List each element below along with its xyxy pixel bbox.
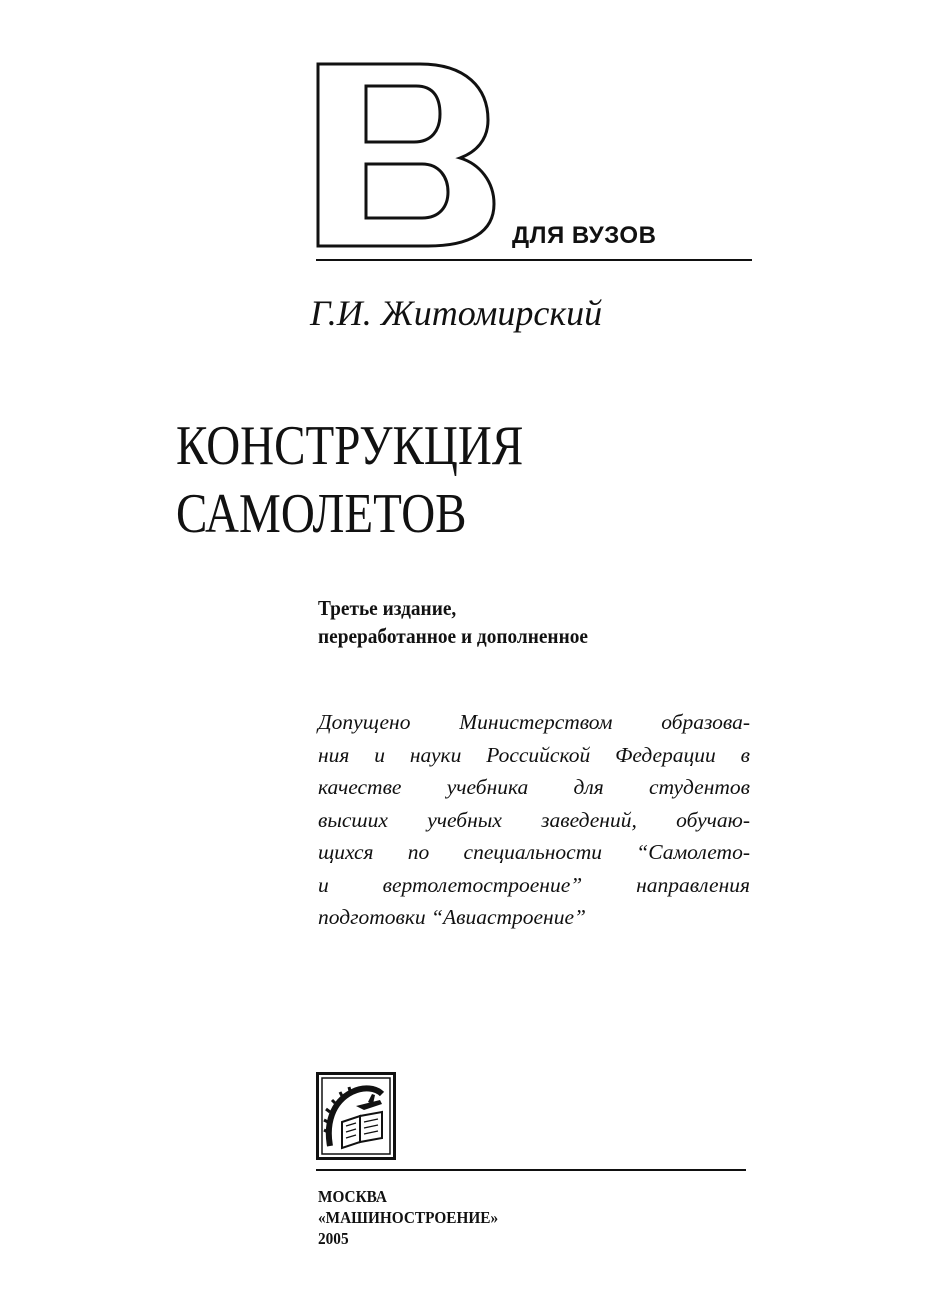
- book-title: [176, 412, 523, 548]
- approval-line: и вертолетостроение” направления: [318, 872, 750, 897]
- approval-statement: [318, 706, 750, 934]
- publication-year: 2005: [318, 1229, 349, 1248]
- publisher-logo-icon: [316, 1072, 396, 1160]
- edition-note: [318, 594, 588, 650]
- publisher-name: «МАШИНОСТРОЕНИЕ»: [318, 1208, 499, 1227]
- publisher-city: МОСКВА: [318, 1187, 387, 1206]
- bottom-rule: [316, 1169, 746, 1171]
- edition-line-2: переработанное и дополненное: [318, 624, 588, 648]
- approval-line: подготовки “Авиастроение”: [318, 905, 586, 929]
- edition-line-1: Третье издание,: [318, 596, 457, 620]
- approval-line: щихся по специальности “Самолето-: [318, 840, 750, 864]
- approval-line: высших учебных заведений, обучаю-: [318, 807, 750, 832]
- top-rule: [316, 259, 752, 261]
- series-logo-icon: [316, 62, 498, 248]
- approval-line: ния и науки Российской Федерации в: [318, 742, 750, 767]
- book-title-line-1: КОНСТРУКЦИЯ: [176, 415, 524, 477]
- approval-line: качестве учебника для студентов: [318, 775, 750, 799]
- book-title-line-2: САМОЛЕТОВ: [176, 483, 467, 545]
- series-label: ДЛЯ ВУЗОВ: [512, 222, 657, 249]
- approval-line: Допущено Министерством образова-: [318, 710, 750, 734]
- publisher-imprint: [318, 1186, 498, 1249]
- author-name: Г.И. Житомирский: [310, 293, 603, 333]
